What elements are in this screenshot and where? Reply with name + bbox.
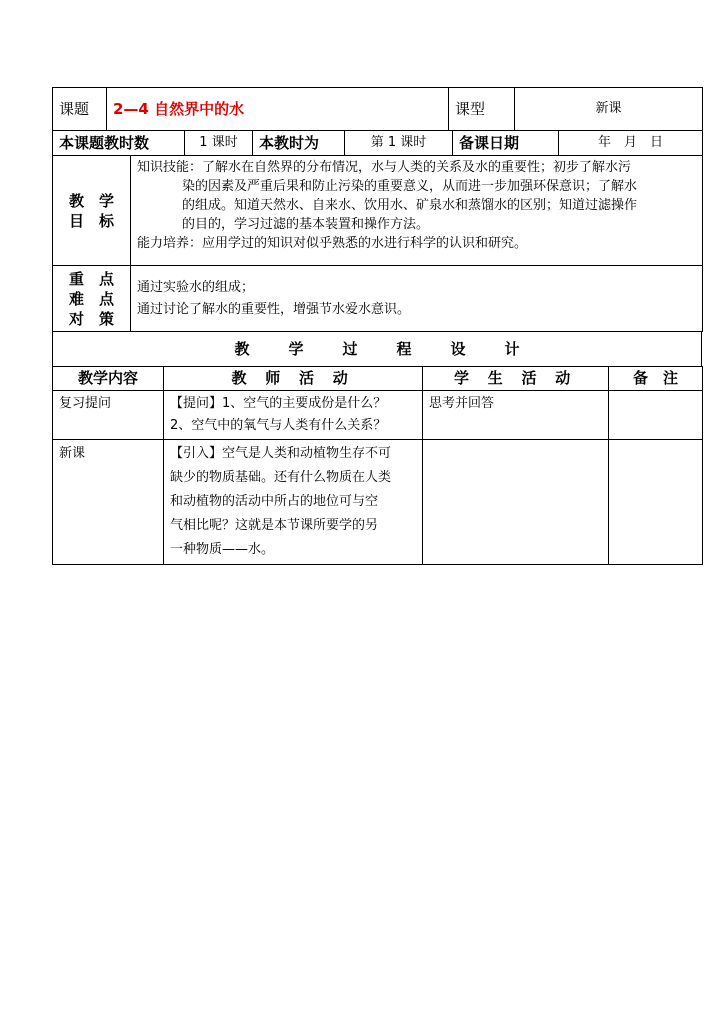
keypoints-text — [131, 266, 703, 332]
teacher-line: 【提问】1、空气的主要成份是什么？ — [170, 396, 387, 411]
teacher-line: 2、空气中的氧气与人类有什么关系？ — [170, 418, 387, 433]
total-hours-value: 1 课时 — [185, 131, 253, 156]
col-header-content: 教学内容 — [53, 367, 164, 391]
keypoints-label-line1: 重 点 — [68, 269, 114, 288]
knowledge-line: 的组成。知道天然水、自来水、饮用水、矿泉水和蒸馏水的区别；知道过滤操作 — [182, 198, 638, 213]
objectives-table — [52, 155, 703, 332]
keypoints-label — [53, 266, 131, 332]
row-teacher — [164, 440, 423, 565]
objectives-label-line1: 教 学 — [68, 191, 114, 210]
keypoint-line: 通过讨论了解水的重要性，增强节水爱水意识。 — [137, 301, 411, 317]
knowledge-line: 染的因素及严重后果和防止污染的重要意义，从而进一步加强环保意识；了解水 — [182, 179, 638, 194]
design-title-table — [52, 331, 702, 367]
table-row — [53, 391, 703, 440]
type-label: 课型 — [449, 88, 515, 131]
table-row — [53, 440, 703, 565]
col-header-teacher: 教 师 活 动 — [164, 367, 423, 391]
teacher-line: 和动植物的活动中所占的地位可与空 — [170, 494, 379, 509]
row-note — [609, 440, 703, 565]
keypoints-label-line3: 对 策 — [68, 309, 114, 328]
header-table — [52, 87, 703, 131]
teacher-line: 一种物质——水。 — [170, 542, 275, 557]
keypoint-line: 通过实验水的组成； — [137, 279, 255, 295]
total-hours-label: 本课题教时数 — [53, 131, 185, 156]
teacher-line: 气相比呢？这就是本节课所要学的另 — [170, 518, 379, 533]
keypoints-label-line2: 难 点 — [68, 289, 114, 308]
row-teacher — [164, 391, 423, 440]
row-student: 思考并回答 — [423, 391, 609, 440]
col-header-note: 备 注 — [609, 367, 703, 391]
knowledge-line: 知识技能：了解水在自然界的分布情况，水与人类的关系及水的重要性；初步了解水污 — [137, 160, 632, 175]
objectives-text — [131, 156, 703, 266]
topic-label: 课题 — [53, 88, 107, 131]
ability-line: 能力培养：应用学过的知识对似乎熟悉的水进行科学的认识和研究。 — [137, 236, 528, 251]
col-header-student: 学 生 活 动 — [423, 367, 609, 391]
type-value: 新课 — [515, 88, 703, 131]
objectives-label-line2: 目 标 — [68, 211, 114, 230]
design-title — [53, 332, 702, 367]
row-content: 新课 — [53, 440, 164, 565]
current-hour-label: 本教时为 — [253, 131, 345, 156]
lesson-plan-sheet — [52, 87, 702, 565]
prep-date-value: 年 月 日 — [559, 131, 703, 156]
current-hour-value: 第 1 课时 — [345, 131, 453, 156]
row-note — [609, 391, 703, 440]
topic-value: 2—4 自然界中的水 — [107, 88, 449, 131]
knowledge-line: 的目的，学习过滤的基本装置和操作方法。 — [182, 217, 430, 232]
design-title-text: 教学过程设计 — [234, 339, 559, 358]
process-table — [52, 366, 703, 565]
teacher-line: 【引入】空气是人类和动植物生存不可 — [170, 446, 392, 461]
prep-date-label: 备课日期 — [453, 131, 559, 156]
row-content: 复习提问 — [53, 391, 164, 440]
objectives-label — [53, 156, 131, 266]
row-student — [423, 440, 609, 565]
teacher-line: 缺少的物质基础。还有什么物质在人类 — [170, 470, 392, 485]
hours-table — [52, 130, 703, 156]
